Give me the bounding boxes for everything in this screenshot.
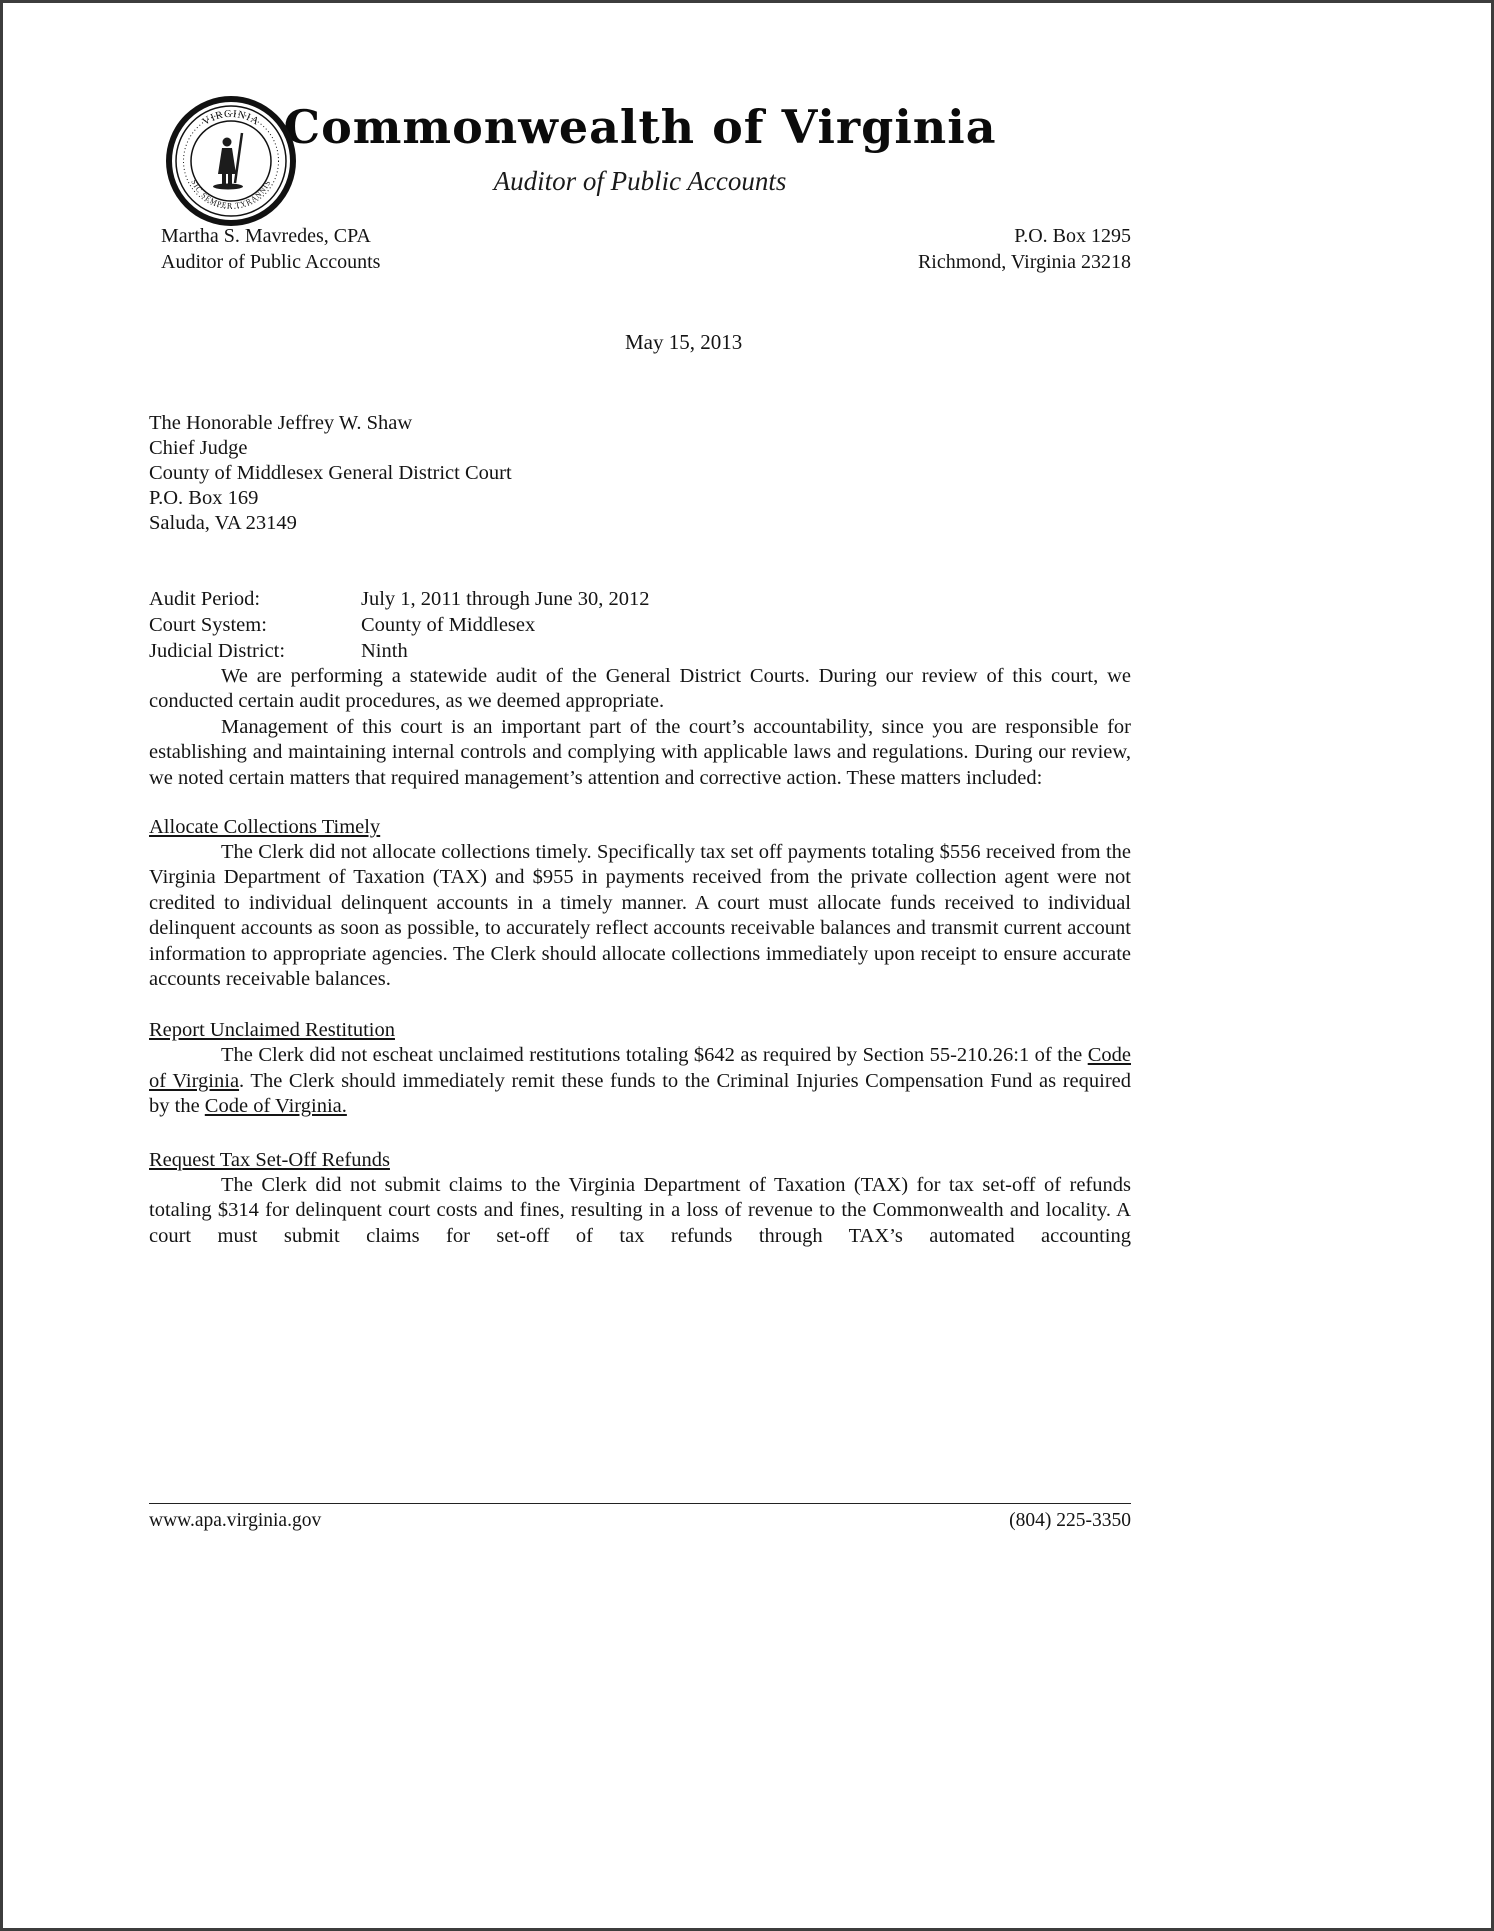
seal-top-text: VIRGINIA <box>200 108 262 128</box>
judicial-district-label: Judicial District: <box>149 640 286 662</box>
recipient-address-block <box>149 411 1131 536</box>
recipient-line: Saluda, VA 23149 <box>149 512 297 534</box>
official-name: Martha S. Mavredes, CPA <box>161 225 371 247</box>
seal-figure <box>213 133 243 190</box>
seal-motto-text: SIC SEMPER TYRANNIS <box>189 178 273 211</box>
judicial-district-row <box>149 638 1131 664</box>
audit-info-block <box>149 586 1131 664</box>
official-block <box>149 223 380 275</box>
footer-phone: (804) 225-3350 <box>1009 1510 1131 1531</box>
letter-date: May 15, 2013 <box>625 330 743 354</box>
office-address-block <box>918 223 1131 275</box>
official-title: Auditor of Public Accounts <box>161 251 381 273</box>
page-footer <box>149 1503 1131 1533</box>
audit-period-value: July 1, 2011 through June 30, 2012 <box>361 588 650 610</box>
recipient-line: The Honorable Jeffrey W. Shaw <box>149 412 413 434</box>
paragraph-intro-1: We are performing a statewide audit of the General District Courts. During our review of this court, we conducted certain audit procedures, as we deemed appropriate. <box>149 665 1131 713</box>
court-system-row <box>149 612 1131 638</box>
court-system-value: County of Middlesex <box>361 614 536 636</box>
text-run: The Clerk did not escheat unclaimed restitutions totaling $642 as required by Section 55-210.26:1 of the <box>221 1044 1088 1067</box>
paragraph-tax-set-off: The Clerk did not submit claims to the Virginia Department of Taxation (TAX) for tax set-off of refunds totaling $314 for delinquent court costs and fines, resulting in a loss of revenue to the Commonwealth and locality. A court must submit claims for set-off of tax refunds through TAX’s automated accounting <box>149 1173 1131 1247</box>
document-subtitle: Auditor of Public Accounts <box>493 166 787 196</box>
section-heading-tax-set-off: Request Tax Set-Off Refunds <box>149 1148 390 1171</box>
city-state-zip: Richmond, Virginia 23218 <box>917 251 1131 273</box>
recipient-line: P.O. Box 169 <box>149 487 259 509</box>
virginia-seal-icon <box>165 95 297 227</box>
paragraph-allocate-collections: The Clerk did not allocate collections timely. Specifically tax set off payments totaling $556 received from the Virginia Department of Taxation (TAX) and $955 in payments received from the private collection agent were not credited to individual delinquent accounts in a timely manner. A court must allocate funds received to individual delinquent accounts as soon as possible, to accurately reflect accounts receivable balances and transmit current account information to appropriate agencies. The Clerk should allocate collections immediately upon receipt to ensure accurate accounts receivable balances. <box>149 841 1131 991</box>
section-heading-report-unclaimed: Report Unclaimed Restitution <box>149 1019 395 1042</box>
section-heading-allocate-collections: Allocate Collections Timely <box>149 816 381 839</box>
po-box: P.O. Box 1295 <box>1014 225 1131 247</box>
paragraph-report-unclaimed <box>149 1043 1131 1119</box>
footer-website: www.apa.virginia.gov <box>149 1510 322 1531</box>
recipient-line: County of Middlesex General District Court <box>149 462 512 484</box>
code-of-virginia-citation: Code of Virginia <box>149 1044 1131 1092</box>
recipient-line: Chief Judge <box>149 437 248 459</box>
audit-period-label: Audit Period: <box>149 588 261 610</box>
audit-period-row <box>149 586 1131 612</box>
letterhead <box>149 91 1131 275</box>
svg-text:VIRGINIA <box>201 109 262 128</box>
court-system-label: Court System: <box>149 614 267 636</box>
code-of-virginia-citation: Code of Virginia. <box>204 1095 347 1118</box>
judicial-district-value: Ninth <box>361 640 408 662</box>
paragraph-intro-2: Management of this court is an important part of the court’s accountability, since you are responsible for establishing and maintaining internal controls and complying with applicable laws and regulations. During our review, we noted certain matters that required management’s attention and corrective action. These matters included: <box>149 715 1131 789</box>
text-run: . The Clerk should immediately remit these funds to the Criminal Injuries Compensation Fund as required by the <box>149 1069 1131 1118</box>
document-title: Commonwealth of Virginia <box>283 100 997 154</box>
letterhead-contact-row <box>149 223 1131 275</box>
